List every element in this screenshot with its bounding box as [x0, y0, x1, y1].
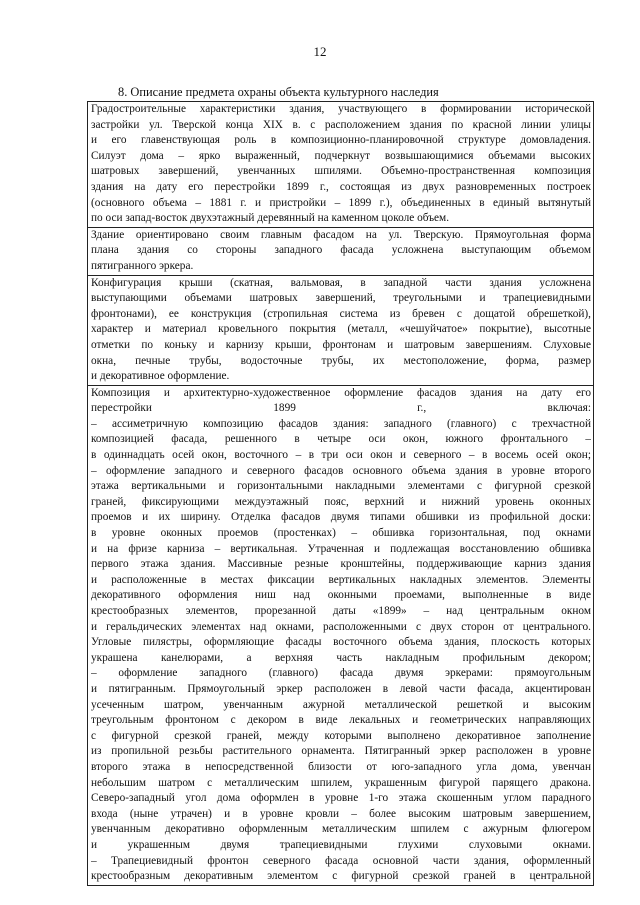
- text-line: характер и материал кровельного покрытия (металл, «чешуйчатое» покрытие), высотные: [91, 323, 591, 336]
- text-line: и на фризе карниза – вертикальная. Утраченная и подлежащая восстановлению обшивка: [91, 542, 591, 555]
- text-line: второго этажа в непосредственной близости от юго-западного угла дома, увенчан: [91, 760, 591, 773]
- table-row: [88, 386, 593, 885]
- text-line: из пропильной резьбы растительного орнамента. Пятигранный эркер расположен в уровне: [91, 745, 591, 758]
- text-line: и расположенные в местах фиксации вертикальных накладных элементов. Элементы: [91, 573, 591, 586]
- page-number: 12: [313, 44, 327, 59]
- text-line: Северо-западный угол дома оформлен в уровне 1-го этажа скошенным углом парадного: [91, 792, 591, 805]
- text-line: в уровне оконных проемов (простенках) – обшивка горизонтальная, под окнами: [91, 527, 591, 540]
- text-line: – ассиметричную композицию фасадов здания: западного (главного) с трехчастной: [91, 417, 591, 430]
- text-line: – оформление западного и северного фасадов основного объема здания в уровне второго: [91, 464, 591, 477]
- text-line: и декоративное оформление.: [91, 370, 230, 383]
- text-line: с фигурной срезкой граней, между которыми выполнено декоративное заполнение: [91, 729, 591, 742]
- text-line: этажа вертикальными и горизонтальными накладными элементами с фигурной срезкой: [91, 480, 591, 493]
- text-line: декоративного оформления ниш над оконными проемами, выполненные в виде: [91, 589, 591, 602]
- text-line: небольшим шатром с металлическим шпилем, украшенным фигурой парящего дракона.: [91, 776, 591, 789]
- section-title: 8. Описание предмета охраны объекта культурного наследия: [118, 85, 439, 99]
- text-line: Конфигурация крыши (скатная, вальмовая, в западной части здания усложнена: [91, 276, 591, 289]
- text-line: – оформление западного (главного) фасада двумя эркерами: прямоугольным: [91, 667, 591, 680]
- text-line: Градостроительные характеристики здания, участвующего в формировании исторической: [91, 103, 591, 115]
- text-line: входа (ныне утрачен) и в уровне кровли – более высоким шатровым завершением,: [91, 807, 591, 820]
- text-line: Силуэт дома – ярко выраженный, подчеркнут возвышающимися объемами высоких: [91, 149, 591, 162]
- text-line: Угловые пилястры, оформляющие фасады восточного объема здания, плоскость которых: [91, 636, 591, 649]
- text-line: перестройки 1899 г., включая:: [91, 402, 591, 415]
- text-line: – Трапециевидный фронтон северного фасада основной части здания, оформленный: [91, 854, 591, 867]
- text-line: Здание ориентировано своим главным фасадом на ул. Тверскую. Прямоугольная форма: [91, 228, 591, 241]
- protection-subject-table: [87, 101, 594, 886]
- text-line: и украшенным двумя трапециевидными глухими слуховыми окнами.: [91, 838, 591, 851]
- text-line: усеченным шатром, увенчанным ажурной металлической решеткой и высоким: [91, 698, 591, 711]
- text-line: и геральдических элементах над окнами, расположенными с двух сторон от центрального.: [91, 620, 591, 633]
- text-line: украшена канелюрами, а верхняя часть накладным профильным декором;: [91, 651, 591, 664]
- text-line: и его главенствующая роль в композиционно-планировочной структуре домовладения.: [91, 134, 591, 147]
- text-line: проемов и их ширину. Отделка фасадов двумя типами обшивки из профильной доски:: [91, 511, 591, 524]
- text-line: фронтонами), ее конструкция (стропильная система из бревен с дощатой обрешеткой),: [91, 307, 591, 320]
- text-line: отметки по коньку и карнизу крыши, фронтонам и шатровым завершениям. Слуховые: [91, 338, 591, 351]
- text-line: (основного объема – 1881 г. и пристройки – 1899 г.), объединенных в единый вытянутый: [91, 196, 591, 209]
- text-line: первого этажа здания. Массивные резные кронштейны, поддерживающие карниз здания: [91, 558, 591, 571]
- table-row: [88, 228, 593, 276]
- text-line: увенчанным декоративно оформленным металлическим шпилем с ажурным флюгером: [91, 823, 591, 836]
- text-line: шатровых завершений, увенчанных шпилями. Объемно-пространственная композиция: [91, 165, 591, 178]
- text-line: крестообразным декоративным элементом с фигурной срезкой граней в центральной: [91, 870, 591, 883]
- text-line: по оси запад-восток двухэтажный деревянный на каменном цоколе объем.: [91, 212, 450, 225]
- text-line: плана здания со стороны западного фасада усложнена выступающим объемом: [91, 244, 591, 257]
- text-line: застройки ул. Тверской конца XIX в. с расположением здания по красной линии улицы: [91, 118, 591, 131]
- table-row: [88, 102, 593, 228]
- table-row: [88, 276, 593, 386]
- text-line: пятигранного эркера.: [91, 259, 194, 272]
- text-line: в одиннадцать осей окон, восточного – в три оси окон и северного – в восемь осей окон;: [91, 449, 591, 462]
- text-line: композицией фасада, решенного в четыре оси окон, южного фронтального –: [91, 433, 591, 446]
- text-line: окна, печные трубы, водосточные трубы, их местоположение, форма, размер: [91, 354, 591, 367]
- text-line: и пятигранным. Прямоугольный эркер расположен в левой части фасада, акцентирован: [91, 682, 591, 695]
- text-line: треугольным фронтоном с декором в виде лекальных и геометрических направляющих: [91, 714, 591, 727]
- text-line: крестообразных элементов, прорезанной даты «1899» – над центральным окном: [91, 605, 591, 617]
- text-line: выступающими объемами шатровых завершений, треугольными и трапециевидными: [91, 292, 591, 305]
- text-line: здания на дату его перестройки 1899 г., состоящая из двух разновременных построек: [91, 180, 591, 193]
- text-line: Композиция и архитектурно-художественное оформление фасадов здания на дату его: [91, 386, 591, 399]
- text-line: граней, фиксирующими междуэтажный пояс, верхний и нижний уровень оконных: [91, 495, 591, 508]
